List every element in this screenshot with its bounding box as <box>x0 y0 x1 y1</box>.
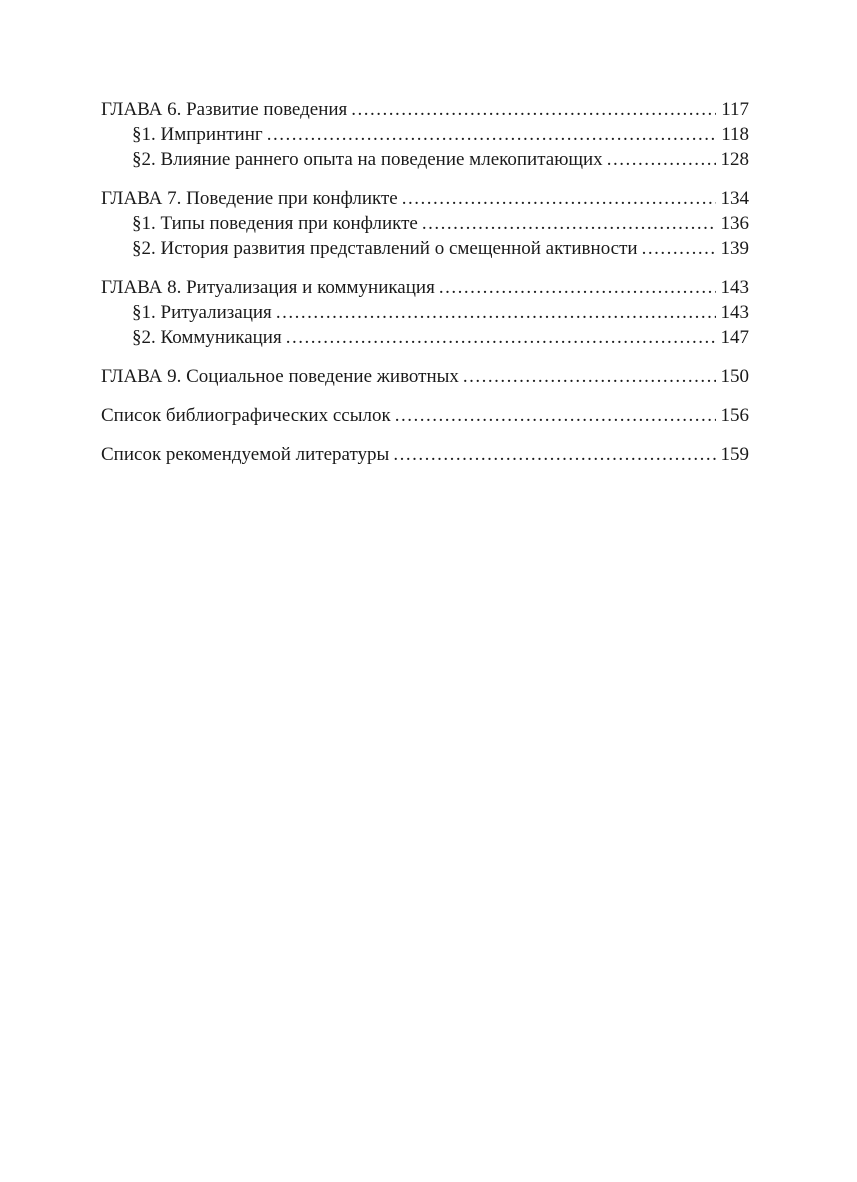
toc-entry-chapter <box>101 364 749 389</box>
toc-entry-title: Список рекомендуемой литературы <box>101 444 390 465</box>
toc-entry-page: 150 <box>720 366 749 387</box>
dot-leader <box>439 275 716 300</box>
toc-entry-section <box>101 211 749 236</box>
toc-entry-section <box>101 300 749 325</box>
toc-entry-page: 118 <box>721 124 749 145</box>
toc-entry-page: 143 <box>720 302 749 323</box>
dot-leader <box>276 300 716 325</box>
toc-entry-chapter <box>101 186 749 211</box>
toc-entry-chapter <box>101 97 749 122</box>
dot-leader <box>351 97 716 122</box>
toc-entry-page: 128 <box>720 149 749 170</box>
dot-leader <box>607 147 716 172</box>
toc-entry-page: 136 <box>720 213 749 234</box>
toc-entry-title: ГЛАВА 6. Развитие поведения <box>101 99 348 120</box>
toc-entry-section <box>101 122 749 147</box>
toc-group-chapter-8 <box>101 275 749 350</box>
toc-entry-chapter <box>101 275 749 300</box>
dot-leader <box>267 122 717 147</box>
toc-entry-page: 143 <box>720 277 749 298</box>
toc-entry-section <box>101 147 749 172</box>
dot-leader <box>642 236 716 261</box>
toc-entry-page: 134 <box>720 188 749 209</box>
dot-leader <box>286 325 716 350</box>
toc-entry-title: §2. Влияние раннего опыта на поведение млекопитающих <box>132 149 603 170</box>
toc-entry-title: §2. История развития представлений о смещенной активности <box>132 238 638 259</box>
toc-group-chapter-9 <box>101 364 749 389</box>
dot-leader <box>395 403 716 428</box>
toc-entry-page: 159 <box>720 444 749 465</box>
toc-entry-title: §2. Коммуникация <box>132 327 282 348</box>
toc-entry-section <box>101 236 749 261</box>
dot-leader <box>402 186 716 211</box>
toc-entry-title: ГЛАВА 8. Ритуализация и коммуникация <box>101 277 435 298</box>
table-of-contents <box>101 97 749 481</box>
toc-entry-page: 139 <box>720 238 749 259</box>
toc-entry-section <box>101 325 749 350</box>
toc-entry-page: 156 <box>720 405 749 426</box>
toc-entry-references <box>101 403 749 428</box>
toc-entry-title: §1. Типы поведения при конфликте <box>132 213 418 234</box>
toc-group-chapter-6 <box>101 97 749 172</box>
toc-entry-title: §1. Импринтинг <box>132 124 263 145</box>
dot-leader <box>422 211 716 236</box>
toc-entry-title: §1. Ритуализация <box>132 302 272 323</box>
toc-entry-title: ГЛАВА 9. Социальное поведение животных <box>101 366 459 387</box>
toc-group-chapter-7 <box>101 186 749 261</box>
toc-entry-page: 147 <box>720 327 749 348</box>
toc-entry-recommended-literature <box>101 442 749 467</box>
toc-entry-page: 117 <box>721 99 749 120</box>
dot-leader <box>393 442 715 467</box>
toc-entry-title: ГЛАВА 7. Поведение при конфликте <box>101 188 398 209</box>
toc-group-recommended-literature <box>101 442 749 467</box>
toc-entry-title: Список библиографических ссылок <box>101 405 391 426</box>
dot-leader <box>463 364 716 389</box>
toc-group-references <box>101 403 749 428</box>
